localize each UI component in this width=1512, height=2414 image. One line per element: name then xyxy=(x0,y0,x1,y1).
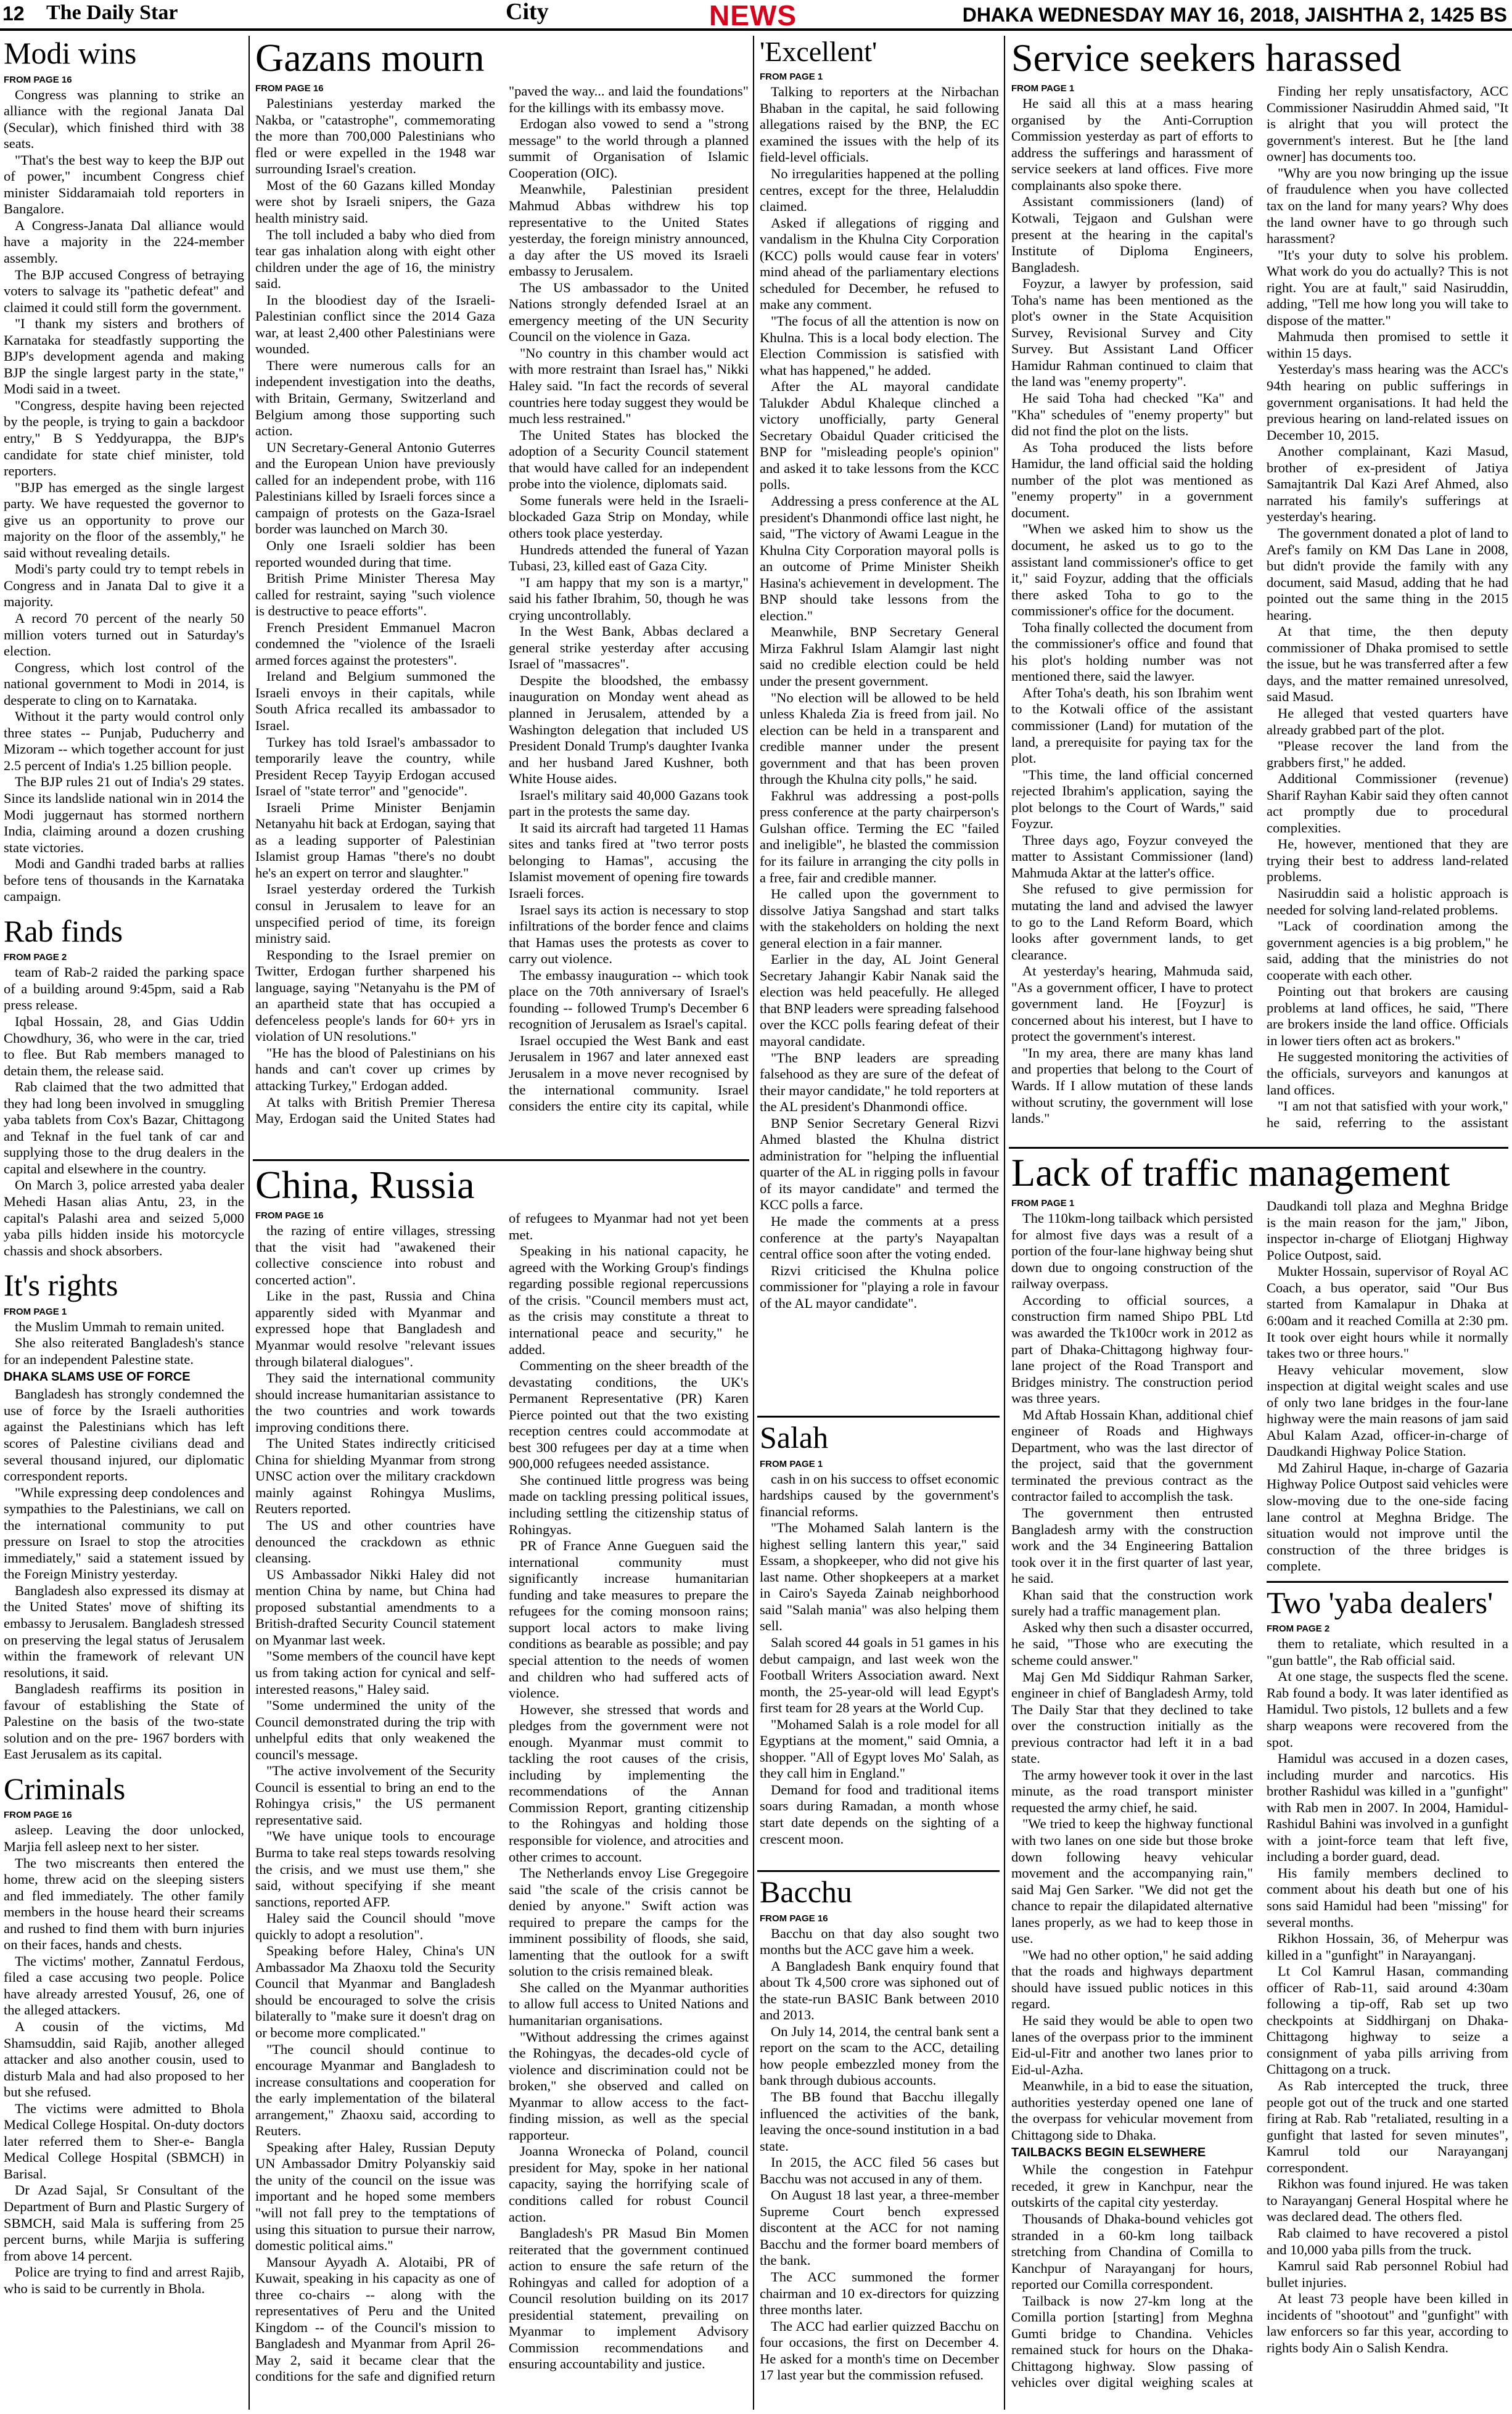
paragraph: He said Toha had checked "Ka" and "Kha" schedules of "enemy property" but did not find the plot on the lists. xyxy=(1011,390,1253,439)
paragraph: Israel yesterday ordered the Turkish consul in Jerusalem to leave for an unspecified period of time, its foreign ministry said. xyxy=(255,881,495,946)
paragraph: Rikhon Hossain, 36, of Meherpur was killed in a "gunfight" in Narayanganj. xyxy=(1267,1931,1508,1963)
paragraph: Ireland and Belgium summoned the Israeli envoys in their capitals, while South Africa recalled its ambassador to Israel. xyxy=(255,668,495,733)
jump-line: FROM PAGE 1 xyxy=(760,72,823,83)
paragraph: "When we asked him to show us the document, he asked us to go to the assistant land commissioner's office to get it," said Foyzur, adding that the officials there asked Toha to go to the commissioner's office for the document. xyxy=(1011,521,1253,619)
paragraph: "We tried to keep the highway functional with two lanes on one side but those broke down following heavy vehicular movement and the accompanying rain," said Maj Gen Sarker. "We did not get the chance to repair the dilapidated alternative lanes properly, as we had to keep those in use. xyxy=(1011,1816,1253,1947)
paragraph: No irregularities happened at the polling centres, except for the three, Helaluddin claimed. xyxy=(760,166,999,215)
paragraph: At yesterday's hearing, Mahmuda said, "As a government officer, I have to protect government land. He [Foyzur] is concerned about his interest, but I have to protect the government's interest. xyxy=(1011,963,1253,1045)
paragraph: "Some undermined the unity of the Council demonstrated during the trip with unhelpful edits that only weakened the council's message. xyxy=(255,1698,495,1762)
paragraph: A Bangladesh Bank enquiry found that about Tk 4,500 crore was siphoned out of the state-run BASIC Bank between 2010 and 2013. xyxy=(760,1958,999,2023)
paragraph: The victims' mother, Zannatul Ferdous, filed a case accusing two people. Police have already arrested Yousuf, 26, one of the alleged attackers. xyxy=(4,1953,244,2018)
headline: It's rights xyxy=(4,1268,118,1303)
story-divider xyxy=(757,1870,1000,1872)
paragraph: On March 3, police arrested yaba dealer Mehedi Hasan alias Antu, 23, in the capital's Palashi area and seized 5,000 yaba pills hidden inside his motorcycle chassis and shock absorbers. xyxy=(4,1177,244,1258)
subheading: DHAKA SLAMS USE OF FORCE xyxy=(4,1370,191,1384)
paragraph: Rizvi criticised the Khulna police commissioner for "playing a role in favour of the AL mayor candidate". xyxy=(760,1262,999,1311)
paragraph: The embassy inauguration -- which took place on the 70th anniversary of Israel's founding -- followed Trump's December 6 recognition of Jerusalem as Israel's capital. xyxy=(509,967,749,1032)
paragraph: Yesterday's mass hearing was the ACC's 94th hearing on public sufferings in government organisations. It had held the previous hearing on land-related issues on December 10, 2015. xyxy=(1267,361,1508,443)
paragraph: Responding to the Israel premier on Twitter, Erdogan further sharpened his language, saying "Netanyahu is the PM of an apartheid state that has occupied a defenceless people's lands for 60+ yrs in violation of UN resolutions." xyxy=(255,946,495,1045)
paragraph: After the AL mayoral candidate Talukder Abdul Khaleque clinched a victory unofficially, party General Secretary Obaidul Quader criticised the BNP for "misleading people's opinion" and asked it to take lessons from the KCC polls. xyxy=(760,379,999,493)
paragraph: "No country in this chamber would act with more restraint than Israel has," Nikki Haley said. "In fact the records of several countries here today suggest they would be much less restrained." xyxy=(509,345,749,427)
paragraph: While the congestion in Fatehpur receded, it grew in Kanchpur, near the outskirts of the capital city yesterday. xyxy=(1011,2162,1253,2211)
paragraph: At talks with British Premier Theresa May, Erdogan said the United States had "paved the way... and laid the foundations" for the killings with its embassy move. xyxy=(255,83,749,1127)
headline: Bacchu xyxy=(760,1876,852,1909)
jump-line: FROM PAGE 1 xyxy=(1011,83,1075,94)
paragraph: The two miscreants then entered the home, threw acid on the sleeping sisters and fled immediately. The other family members in the house heard their screams and rushed to find them with burn injuries on their faces, hands and chests. xyxy=(4,1855,244,1953)
paragraph: British Prime Minister Theresa May called for restraint, saying "such violence is destructive to peace efforts". xyxy=(255,570,495,619)
paragraph: team of Rab-2 raided the parking space of a building around 9:45pm, said a Rab press release. xyxy=(4,964,244,1013)
column-rule xyxy=(1004,36,1005,2410)
paragraph: "That's the best way to keep the BJP out of power," incumbent Congress chief minister Siddaramaiah told reporters in Bangalore. xyxy=(4,152,244,217)
article-gazans-mourn xyxy=(255,37,749,1156)
paragraph: Nasiruddin said a holistic approach is needed for solving land-related problems. xyxy=(1267,885,1508,918)
paragraph: Bacchu on that day also sought two months but the ACC gave him a week. xyxy=(760,1925,999,1958)
paragraph: Mukter Hossain, supervisor of Royal AC Coach, a bus operator, said "Our Bus started from Kamalapur in Dhaka at 6:00am and it reached Comilla at 2:30 pm. It took over eight hours while it normally takes two or three hours." xyxy=(1267,1263,1508,1361)
paragraph: asleep. Leaving the door unlocked, Marjia fell asleep next to her sister. xyxy=(4,1822,244,1854)
paragraph: Iqbal Hossain, 28, and Gias Uddin Chowdhury, 36, who were in the car, tried to flee. But Rab members managed to detain them, the release said. xyxy=(4,1013,244,1078)
paragraph: Fakhrul was addressing a post-polls press conference at the party chairperson's Gulshan office. Terming the EC "failed and ineligible", he blasted the commission for its failure in arranging the city polls in a free, fair and credible manner. xyxy=(760,787,999,885)
paragraph: Assistant commissioners (land) of Kotwali, Tejgaon and Gulshan were present at the hearing in the capital's Institute of Diploma Engineers, Bangladesh. xyxy=(1011,194,1253,275)
paragraph: He made the comments at a press conference at the party's Nayapaltan central office soon after the voting ended. xyxy=(760,1213,999,1262)
jump-line: FROM PAGE 16 xyxy=(255,1210,324,1221)
paragraph: Earlier in the day, AL Joint General Secretary Jahangir Kabir Nanak said the election was held peacefully. He alleged that BNP leaders were spreading falsehood over the KCC polls fearing defeat of their mayoral candidate. xyxy=(760,951,999,1049)
paragraph: It said its aircraft had targeted 11 Hamas sites and tanks fired at "two terror posts belonging to Hamas", accusing the Islamist movement of opening fire towards Israeli forces. xyxy=(509,819,749,901)
paragraph: Despite the bloodshed, the embassy inauguration on Monday went ahead as planned in Jerusalem, attended by a Washington delegation that included US President Donald Trump's daughter Ivanka and her husband Jared Kushner, both White House aides. xyxy=(509,672,749,787)
paragraph: Some funerals were held in the Israeli-blockaded Gaza Strip on Monday, while others took place yesterday. xyxy=(509,492,749,541)
paragraph: "I thank my sisters and brothers of Karnataka for steadfastly supporting the BJP's development agenda and making BJP the single largest party in the state," Modi said in a tweet. xyxy=(4,316,244,397)
paragraph: Toha finally collected the document from the commissioner's office and found that his plot's holding number was not mentioned there, said the lawyer. xyxy=(1011,619,1253,684)
paragraph: "The focus of all the attention is now on Khulna. This is a local body election. The Election Commission is satisfied with what has happened," he added. xyxy=(760,313,999,378)
paragraph: She also reiterated Bangladesh's stance for an independent Palestine state. xyxy=(4,1335,244,1367)
paragraph: His family members declined to comment about his death but one of his sons said Hamidul had been "missing" for several months. xyxy=(1267,1865,1508,1930)
page-header xyxy=(0,0,1512,31)
article-service-seekers xyxy=(1011,37,1508,1144)
article-body xyxy=(255,1210,749,2400)
paragraph: He said they would be able to open two lanes of the overpass prior to the imminent Eid-ul-Fitr and another two lanes prior to Eid-ul-Azha. xyxy=(1011,2012,1253,2077)
paragraph: "The Mohamed Salah lantern is the highest selling lantern this year," said Essam, a shopkeeper, who did not give his last name. Other shopkeepers at a market in Cairo's Sayeda Zainab neighborhood said "Salah mania" was also helping them sell. xyxy=(760,1520,999,1634)
story-divider xyxy=(1009,1147,1508,1149)
paragraph: Most of the 60 Gazans killed Monday were shot by Israeli snipers, the Gaza health ministry said. xyxy=(255,177,495,226)
article-rab-finds xyxy=(4,915,244,1259)
paragraph: Police are trying to find and arrest Rajib, who is said to be currently in Bhola. xyxy=(4,2264,244,2296)
paragraph: "It's your duty to solve his problem. What work do you do actually? This is not right. You are at fault," said Nasiruddin, adding, "Tell me how long you will take to dispose of the matter." xyxy=(1267,247,1508,328)
paragraph: Hundreds attended the funeral of Yazan Tubasi, 23, killed east of Gaza City. xyxy=(509,541,749,574)
paragraph: Congress was planning to strike an alliance with the regional Janata Dal (Secular), which finished third with 38 seats. xyxy=(4,86,244,152)
column-rule xyxy=(753,36,754,2410)
paragraph: "Why are you now bringing up the issue of fraudulence when you have collected tax on the land for many years? Why does the land owner have to go through such harassment? xyxy=(1267,165,1508,247)
paragraph: "While expressing deep condolences and sympathies to the Palestinians, we call on the international community to put pressure on Israel to stop the atrocities immediately," said a statement issued by the Foreign Ministry yesterday. xyxy=(4,1484,244,1582)
paragraph: Rab claimed that the two admitted that they had long been involved in smuggling yaba tablets from Cox's Bazar, Chittagong and Teknaf in the fuel tank of car and supplying those to the drug dealers in the capital and elsewhere in the country. xyxy=(4,1079,244,1176)
paragraph: The US ambassador to the United Nations strongly defended Israel at an emergency meeting of the UN Security Council on the violence in Gaza. xyxy=(509,279,749,345)
paragraph: BNP Senior Secretary General Rizvi Ahmed blasted the Khulna district administration for "helping the influential quarter of the AL in rigging polls in favour of its mayor candidate" and termed the KCC polls a farce. xyxy=(760,1115,999,1213)
paragraph: The BJP rules 21 out of India's 29 states. Since its landslide national win in 2014 the Modi juggernaut has stormed northern India, claiming around a dozen crushing state victories. xyxy=(4,774,244,855)
paragraph: "We had no other option," he said adding that the roads and highways department should have issued public notices in this regard. xyxy=(1011,1947,1253,2012)
paragraph: In the West Bank, Abbas declared a general strike yesterday after accusing Israel of "massacres". xyxy=(509,623,749,672)
headline: Modi wins xyxy=(4,37,137,70)
article-body xyxy=(1011,83,1508,1131)
paragraph: There were numerous calls for an independent investigation into the deaths, with Britain, Germany, Switzerland and Belgium among those supporting such action. xyxy=(255,357,495,439)
paragraph: The toll included a baby who died from tear gas inhalation along with eight other children under the age of 16, the ministry said. xyxy=(255,226,495,292)
paragraph: "No election will be allowed to be held unless Khaleda Zia is freed from jail. No election can be held in a transparent and credible manner under the present government and that has been proven through the Khulna city polls," he said. xyxy=(760,689,999,787)
jump-line: FROM PAGE 1 xyxy=(4,1306,67,1317)
paragraph: Maj Gen Md Siddiqur Rahman Sarker, engineer in chief of Bangladesh Army, told The Daily Star that they declined to take over the construction initially as the previous contractor had left it in a bad state. xyxy=(1011,1669,1253,1767)
paragraph: UN Secretary-General Antonio Guterres and the European Union have previously called for an independent probe, with 116 Palestinians killed by Israeli forces since a campaign of protests on the Gaza-Israel border was launched on March 30. xyxy=(255,439,495,537)
paragraph: Foyzur, a lawyer by profession, said Toha's name has been mentioned as the plot's owner in the State Acquisition Survey, Revisional Survey and City Survey. But Assistant Land Officer Hamidur Rahman continued to claim that the land was "enemy property". xyxy=(1011,276,1253,390)
paragraph: Bangladesh also expressed its dismay at the United States' move of shifting its embassy to Jerusalem. Bangladesh stressed on preserving the legal status of Jerusalem within the framework of relevant UN resolutions, it said. xyxy=(4,1582,244,1680)
paragraph: Salah scored 44 goals in 51 games in his debut campaign, and last week won the Football Writers Association award. Next month, the 25-year-old will lead Egypt's first team for 28 years at the World Cup. xyxy=(760,1634,999,1716)
paragraph: A record 70 percent of the nearly 50 million voters turned out in Saturday's election. xyxy=(4,610,244,659)
paragraph: "Congress, despite having been rejected by the people, is trying to gain a backdoor entry," B S Yeddyurappa, the BJP's candidate for state chief minister, told reporters. xyxy=(4,397,244,479)
article-bacchu xyxy=(760,1876,999,2411)
paragraph: French President Emmanuel Macron condemned the "violence of the Israeli armed forces against the protesters". xyxy=(255,619,495,668)
jump-line: FROM PAGE 1 xyxy=(760,1458,823,1469)
paragraph: Turkey has told Israel's ambassador to temporarily leave the country, while President Recep Tayyip Erdogan accused Israel of "state terror" and "genocide". xyxy=(255,734,495,799)
paragraph: "The council should continue to encourage Myanmar and Bangladesh to increase consultations and cooperation for the early implementation of the bilateral arrangement," Zhaoxu said, according to Reuters. xyxy=(255,2041,495,2139)
paragraph: Tailback is now 27-km long at the Comilla portion [starting] from Meghna Gumti bridge to Chandina. Vehicles remained stuck for hours on the Dhaka-Chittagong highway. Slow passing of vehicles over digital weighing scales at Daudkandi toll plaza and Meghna Bridge is the main reason for the jam," Jibon, inspector in-charge of Eliotganj Highway Police Outpost, said. xyxy=(1011,1198,1508,2391)
paragraph: Israeli Prime Minister Benjamin Netanyahu hit back at Erdogan, saying that as a leading supporter of Palestinian Islamist group Hamas "there's no doubt he's an expert on terror and slaughter." xyxy=(255,799,495,881)
headline: Rab finds xyxy=(4,913,123,948)
paragraph: the razing of entire villages, stressing that the visit had "awakened their collective conscience into robust and concerted action". xyxy=(255,1223,495,1287)
paragraph: Speaking in his national capacity, he agreed with the Working Group's findings regarding possible regional repercussions of the crisis. "Council members must act, as the crisis may constitute a threat to international peace and security," he added. xyxy=(509,1243,749,1357)
paragraph: "I am not that satisfied with your work," he said, referring to the assistant xyxy=(1267,1098,1508,1130)
paragraph: The army however took it over in the last minute, as the road transport minister requested the army chief, he said. xyxy=(1011,1767,1253,1815)
paragraph: Mansour Ayyadh A. Alotaibi, PR of Kuwait, speaking in his capacity as one of three co-chairs -- along with the representatives of Peru and the United Kingdom -- of the Council's mission to Bangladesh and Myanmar from April 26-May 2, said it became clear that the conditions for the safe and dignified return of refugees to Myanmar had not yet been met. xyxy=(255,1210,749,2384)
paragraph: Modi and Gandhi traded barbs at rallies before tens of thousands in the Karnataka campaign. xyxy=(4,856,244,905)
section-name: City xyxy=(506,0,549,25)
story-divider xyxy=(757,1416,1000,1418)
paragraph: "This time, the land official concerned rejected Ibrahim's application, saying the plot belongs to the Court of Wards," said Foyzur. xyxy=(1011,766,1253,832)
paragraph: Rab claimed to have recovered a pistol and 10,000 yaba pills from the truck. xyxy=(1267,2225,1508,2257)
paragraph: The BB found that Bacchu illegally influenced the activities of the bank, leaving the once-sound institution in a bad state. xyxy=(760,2088,999,2154)
dateline: DHAKA WEDNESDAY MAY 16, 2018, JAISHTHA 2, 1425 BS xyxy=(962,4,1507,26)
paragraph: "We have unique tools to encourage Burma to take real steps towards resolving the crisis, and we must use them," she said, without specifying if she meant sanctions, reported AFP. xyxy=(255,1828,495,1910)
article-criminals xyxy=(4,1773,244,2297)
paragraph: Heavy vehicular movement, slow inspection at digital weight scales and use of only two lane bridges in the four-lane highway were the main reasons of jam said Abul Kalam Azad, officer-in-charge of Daudkandi Highway Police Station. xyxy=(1267,1361,1508,1459)
paragraph: Israel says its action is necessary to stop infiltrations of the border fence and claims that Hamas uses the protests as cover to carry out violence. xyxy=(509,901,749,967)
paragraph: "Some members of the council have kept us from taking action for cynical and self-interested reasons," Haley said. xyxy=(255,1648,495,1697)
paragraph: He called upon the government to dissolve Jatiya Sangshad and start talks with the stakeholders on holding the next general election in a fair manner. xyxy=(760,886,999,951)
paragraph: Dr Azad Sajal, Sr Consultant of the Department of Burn and Plastic Surgery of SBMCH, said Mala is suffering from 25 percent burns, while Marjia is suffering from above 14 percent. xyxy=(4,2182,244,2264)
paragraph: Bangladesh's PR Masud Bin Momen reiterated that the government continued action to ensure the safe return of the Rohingyas and called for adoption of a Council resolution building on its 2017 presidential statement, prevailing on Myanmar to implement Advisory Commission recommendations and ensuring accountability and justice. xyxy=(509,2225,749,2372)
paragraph: On August 18 last year, a three-member Supreme Court bench expressed discontent at the ACC for not naming Bacchu and the former board members of the bank. xyxy=(760,2187,999,2268)
paragraph: Addressing a press conference at the AL president's Dhanmondi office last night, he said, "The victory of Awami League in the Khulna City Corporation mayoral polls is an outcome of Prime Minister Sheikh Hasina's achievement in development. The BNP should take lessons from the election." xyxy=(760,493,999,623)
headline: Criminals xyxy=(4,1771,126,1806)
paragraph: Additional Commissioner (revenue) Sharif Rayhan Kabir said they often cannot act promptly due to procedural complexities. xyxy=(1267,771,1508,835)
article-two-yaba-dealers xyxy=(1267,1581,1508,1635)
paragraph: Finding her reply unsatisfactory, ACC Commissioner Nasiruddin Ahmed said, "It is alright that you will protect the government's interest. But he [the land owner] has documents too. xyxy=(1267,83,1508,165)
article-traffic xyxy=(1011,1152,1508,2411)
paragraph: He said all this at a mass hearing organised by the Anti-Corruption Commission yesterday as part of efforts to address the sufferings and harassment of service seekers at land offices. Five more complainants also spoke there. xyxy=(1011,96,1253,193)
paragraph: Md Aftab Hossain Khan, additional chief engineer of Roads and Highways Department, who was the last director of the project, said that the government terminated the previous contract as the contractor failed to accomplish the task. xyxy=(1011,1406,1253,1505)
paragraph: Joanna Wronecka of Poland, council president for May, spoke in her national capacity, saying the horrifying scale of conditions called for robust Council action. xyxy=(509,2143,749,2225)
paragraph: A Congress-Janata Dal alliance would have a majority in the 224-member assembly. xyxy=(4,217,244,266)
paragraph: cash in on his success to offset economic hardships caused by the government's financial reforms. xyxy=(760,1471,999,1519)
article-its-rights xyxy=(4,1269,244,1763)
paragraph: After Toha's death, his son Ibrahim went to the Kotwali office of the assistant commissioner (Land) for mutation of the land, a prerequisite for paying tax for the plot. xyxy=(1011,684,1253,766)
paragraph: Asked why then such a disaster occurred, he said, "Those who are executing the scheme could answer." xyxy=(1011,1619,1253,1668)
paragraph: She refused to give permission for mutating the land and advised the lawyer to go to the Land Reform Board, which looks after government lands, to get clearance. xyxy=(1011,881,1253,963)
paragraph: In the bloodiest day of the Israeli-Palestinian conflict since the 2014 Gaza war, at least 2,400 other Palestinians were wounded. xyxy=(255,292,495,357)
subheading: TAILBACKS BEGIN ELSEWHERE xyxy=(1011,2146,1206,2160)
paragraph: Speaking before Haley, China's UN Ambassador Ma Zhaoxu told the Security Council that Myanmar and Bangladesh should be encouraged to solve the crisis bilaterally to "make sure it doesn't drag on or become more complicated." xyxy=(255,1943,495,2040)
paragraph: "BJP has emerged as the single largest party. We have requested the governor to give us an opportunity to prove our majority on the floor of the assembly," he said without revealing details. xyxy=(4,479,244,560)
headline: Two 'yaba dealers' xyxy=(1267,1585,1494,1620)
paragraph: Erdogan also vowed to send a "strong message" to the world through a planned summit of Organisation of Islamic Cooperation (OIC). xyxy=(509,116,749,181)
paragraph: Meanwhile, Palestinian president Mahmud Abbas withdrew his top representative to the United States yesterday, the foreign ministry announced, a day after the US moved its Israeli embassy to Jerusalem. xyxy=(509,181,749,279)
paragraph: He alleged that vested quarters have already grabbed part of the plot. xyxy=(1267,705,1508,737)
paragraph: However, she stressed that words and pledges from the government were not enough. Myanmar must commit to tackling the root causes of the crisis, including by implementing the recommendations of the Annan Commission Report, granting citizenship to the Rohingyas and holding those responsible for violence, and atrocities and other crimes to account. xyxy=(509,1701,749,1865)
paragraph: Haley said the Council should "move quickly to adopt a resolution". xyxy=(255,1910,495,1942)
paragraph: The United States has blocked the adoption of a Security Council statement that would have called for an independent probe into the violence, diplomats said. xyxy=(509,427,749,492)
paragraph: As Toha produced the lists before Hamidur, the land official said the holding number of the plot was mentioned as "enemy property" in a government document. xyxy=(1011,439,1253,520)
paragraph: He, however, mentioned that they are trying their best to address land-related problems. xyxy=(1267,836,1508,885)
paragraph: Meanwhile, in a bid to ease the situation, authorities yesterday opened one lane of the overpass for vehicular movement from Chittagong side to Dhaka. xyxy=(1011,2078,1253,2143)
paragraph: US Ambassador Nikki Haley did not mention China by name, but China had proposed substantial amendments to a British-drafted Security Council statement on Myanmar last week. xyxy=(255,1566,495,1648)
paragraph: "I am happy that my son is a martyr," said his father Ibrahim, 50, though he was crying uncontrollably. xyxy=(509,574,749,623)
paragraph: Kamrul said Rab personnel Robiul had bullet injuries. xyxy=(1267,2258,1508,2290)
paragraph: She continued little progress was being made on tackling pressing political issues, including settling the citizenship status of Rohingyas. xyxy=(509,1472,749,1537)
column-left xyxy=(4,37,244,2411)
paragraph: The government then entrusted Bangladesh army with the construction work and the 34 Engineering Battalion took over it in the first quarter of last year, he said. xyxy=(1011,1505,1253,1587)
headline: China, Russia xyxy=(255,1164,475,1207)
paragraph: "Without addressing the crimes against the Rohingyas, the decades-old cycle of violence and discrimination could not be broken," she observed and called on Myanmar to allow access to the fact-finding mission, as well as the special rapporteur. xyxy=(509,2029,749,2143)
article-modi-wins xyxy=(4,37,244,905)
news-label: NEWS xyxy=(709,0,797,31)
article-body xyxy=(255,83,749,1144)
paragraph: "Lack of coordination among the government agencies is a big problem," he said, adding that the ministries do not cooperate with each other. xyxy=(1267,918,1508,983)
jump-line: FROM PAGE 16 xyxy=(4,74,72,85)
paragraph: Mahmuda then promised to settle it within 15 days. xyxy=(1267,329,1508,361)
paragraph: Speaking after Haley, Russian Deputy UN Ambassador Dmitry Polyanskiy said the unity of the council on the issue was important and he hoped some members "will not fall prey to the temptations of using this situation to pursue their narrow, domestic political aims." xyxy=(255,2139,495,2254)
article-excellent xyxy=(760,37,999,1412)
paragraph: PR of France Anne Gueguen said the international community must significantly increase humanitarian funding and take measures to prepare the refugees for the coming monsoon rains; support local actors to make living conditions as bearable as possible; and pay special attention to the needs of women and children who had suffered acts of violence. xyxy=(509,1538,749,1701)
paragraph: The ACC had earlier quizzed Bacchu on four occasions, the first on December 4. He asked for a month's time on December 17 last year but the commission refused. xyxy=(760,2318,999,2383)
jump-line: FROM PAGE 1 xyxy=(1011,1198,1075,1209)
headline: Lack of traffic management xyxy=(1011,1152,1450,1194)
paragraph: "Mohamed Salah is a role model for all Egyptians at the moment," said Omnia, a shopper. "All of Egypt loves Mo' Salah, as they call him in England." xyxy=(760,1716,999,1781)
headline: Service seekers harassed xyxy=(1011,37,1402,80)
paragraph: The Netherlands envoy Lise Gregegoire said "the scale of the crisis cannot be denied by anyone." Swift action was required to prepare the camps for the imminent possibility of floods, she said, lamenting that the outlook for a swift solution to the crisis remained bleak. xyxy=(509,1865,749,1979)
paragraph: She called on the Myanmar authorities to allow full access to United Nations and humanitarian organisations. xyxy=(509,1979,749,2028)
paragraph: Israel occupied the West Bank and east Jerusalem in 1967 and later annexed east Jerusalem in a move never recognised by the international community. Israel considers the entire city its capital, while xyxy=(509,1032,749,1114)
paragraph: Md Zahirul Haque, in-charge of Gazaria Highway Police Outpost said vehicles were slow-moving due to the one-side facing lane control at Meghna Bridge. The situation would not improve until the construction of the three bridges is complete. xyxy=(1267,1459,1508,1574)
paragraph: They said the international community should increase humanitarian assistance to the two countries and work towards improving conditions there. xyxy=(255,1370,495,1435)
paragraph: Modi's party could try to tempt rebels in Congress and in Janata Dal to give it a majority. xyxy=(4,561,244,610)
paragraph: On July 14, 2014, the central bank sent a report on the scam to the ACC, detailing how people embezzled money from the bank through dubious accounts. xyxy=(760,2023,999,2088)
paragraph: Congress, which lost control of the national government to Modi in 2014, is desperate to cling on to Karnataka. xyxy=(4,659,244,708)
headline: Gazans mourn xyxy=(255,37,485,80)
paragraph: Talking to reporters at the Nirbachan Bhaban in the capital, he said following allegations raised by the BNP, the EC examined the issues with the help of its field-level officials. xyxy=(760,84,999,165)
paragraph: "The BNP leaders are spreading falsehood as they are sure of the defeat of their mayor candidate," he told reporters at the AL president's Dhanmondi office. xyxy=(760,1049,999,1115)
paragraph: Thousands of Dhaka-bound vehicles got stranded in a 60-km long tailback stretching from Chandina of Comilla to Kanchpur of Narayanganj for hours, reported our Comilla correspondent. xyxy=(1011,2211,1253,2293)
paragraph: The ACC summoned the former chairman and 10 ex-directors for quizzing three months later. xyxy=(760,2268,999,2318)
paragraph: At that time, the then deputy commissioner of Dhaka promised to settle the issue, but he was transferred after a few days, and the matter remained unresolved, said Masud. xyxy=(1267,623,1508,705)
paragraph: Like in the past, Russia and China apparently sided with Myanmar and expressed hope that Bangladesh and Myanmar would resolve "relevant issues through bilateral dialogues". xyxy=(255,1288,495,1369)
paragraph: Asked if allegations of rigging and vandalism in the Khulna City Corporation (KCC) polls would cause fear in voters' mind ahead of the parliamentary elections scheduled for December, he refused to make any comment. xyxy=(760,215,999,313)
paragraph: Lt Col Kamrul Hasan, commanding officer of Rab-11, said around 4:30am following a tip-off, Rab set up two checkpoints at Siddhirganj on Dhaka-Chittagong highway to seize a consignment of yaba pills arriving from Chittagong on a truck. xyxy=(1267,1963,1508,2077)
paragraph: According to official sources, a construction firm named Shipo PBL Ltd was awarded the Tk100cr work in 2012 as part of Dhaka-Chittagong highway four-lane project of the Road Transport and Bridges ministry. The construction period was three years. xyxy=(1011,1292,1253,1406)
paragraph: The US and other countries have denounced the crackdown as ethnic cleansing. xyxy=(255,1517,495,1566)
jump-line: FROM PAGE 2 xyxy=(4,952,67,963)
story-divider xyxy=(253,1159,749,1161)
paragraph: "He has the blood of Palestinians on his hands and can't cover up crimes by attacking Turkey," Erdogan added. xyxy=(255,1045,495,1093)
paragraph: The government donated a plot of land to Aref's family on KM Das Lane in 2008, but didn't provide the family with any document, said Masud, adding that he had pointed out the same thing in the 2015 hearing. xyxy=(1267,525,1508,623)
paragraph: Pointing out that brokers are causing problems at land offices, he said, "There are brokers inside the land office. Officials in lower tiers often act as brokers." xyxy=(1267,983,1508,1048)
paragraph: "In my area, there are many khas land and properties that belong to the Court of Wards. If I allow mutation of these lands without scrutiny, the government will lose lands." xyxy=(1011,1045,1253,1127)
paragraph: Three days ago, Foyzur conveyed the matter to Assistant Commissioner (land) Mahmuda Aktar at the latter's office. xyxy=(1011,832,1253,881)
paragraph: Commenting on the sheer breadth of the devastating conditions, the UK's Permanent Representative (PR) Karen Pierce pointed out that the two existing reception centres could accommodate at best 300 refugees per day at a time when 900,000 refugees needed assistance. xyxy=(509,1358,749,1472)
jump-line: FROM PAGE 2 xyxy=(1267,1624,1330,1635)
paragraph: In 2015, the ACC filed 56 cases but Bacchu was not accused in any of them. xyxy=(760,2154,999,2186)
jump-line: FROM PAGE 16 xyxy=(4,1810,72,1821)
column-rule xyxy=(249,36,250,2410)
paragraph: Israel's military said 40,000 Gazans took part in the protests the same day. xyxy=(509,787,749,819)
paragraph: Meanwhile, BNP Secretary General Mirza Fakhrul Islam Alamgir last night said no credible election could be held under the present government. xyxy=(760,624,999,689)
paragraph: Bangladesh has strongly condemned the use of force by the Israeli authorities against the Palestinians which has left scores of Palestine civilians dead and several thousand injured, our diplomatic correspondent reports. xyxy=(4,1386,244,1484)
paragraph: Another complainant, Kazi Masud, brother of ex-president of Jatiya Samajtantrik Dal Kazi Aref Ahmed, also narrated his family's sufferings at yesterday's hearing. xyxy=(1267,443,1508,525)
paragraph: them to retaliate, which resulted in a "gun battle", the Rab official said. xyxy=(1267,1636,1508,1668)
paragraph: "Please recover the land from the grabbers first," he added. xyxy=(1267,738,1508,770)
headline: 'Excellent' xyxy=(760,37,877,67)
page-number: 12 xyxy=(2,2,25,25)
paragraph: The victims were admitted to Bhola Medical College Hospital. On-duty doctors later referred them to Sher-e- Bangla Medical College Hospital (SBMCH) in Barisal. xyxy=(4,2100,244,2182)
paragraph: Demand for food and traditional items soars during Ramadan, a month whose start date depends on the sighting of a crescent moon. xyxy=(760,1781,999,1847)
paragraph: Rikhon was found injured. He was taken to Narayanganj General Hospital where he was declared dead. The others fled. xyxy=(1267,2176,1508,2225)
jump-line: FROM PAGE 16 xyxy=(255,83,324,94)
paragraph: Only one Israeli soldier has been reported wounded during that time. xyxy=(255,537,495,570)
paragraph: He suggested monitoring the activities of the officials, surveyors and kanungos at land offices. xyxy=(1267,1049,1508,1098)
paragraph: Khan said that the construction work surely had a traffic management plan. xyxy=(1011,1587,1253,1619)
article-china-russia xyxy=(255,1164,749,2411)
jump-line: FROM PAGE 16 xyxy=(760,1913,828,1924)
paragraph: Hamidul was accused in a dozen cases, including murder and narcotics. His brother Rashidul was killed in a "gunfight" with Rab men in 2007. In 2004, Hamidul-Rashidul Bahini was involved in a gunfight with a joint-force team that left five, including a border guard, dead. xyxy=(1267,1751,1508,1865)
paragraph: Without it the party would control only three states -- Punjab, Puducherry and Mizoram -- which together account for just 2.5 percent of India's 1.25 billion people. xyxy=(4,708,244,773)
paragraph: Bangladesh reaffirms its position in favour of establishing the State of Palestine on the basis of the two-state solution and on the pre- 1967 borders with East Jerusalem as its capital. xyxy=(4,1681,244,1762)
paragraph: At one stage, the suspects fled the scene. Rab found a body. It was later identified as Hamidul. Two pistols, 12 bullets and a few sharp weapons were recovered from the spot. xyxy=(1267,1669,1508,1750)
paragraph: The United States indirectly criticised China for shielding Myanmar from strong UNSC action over the military crackdown mainly against Rohingya Muslims, Reuters reported. xyxy=(255,1435,495,1517)
paragraph: the Muslim Ummah to remain united. xyxy=(15,1318,224,1334)
paragraph: "The active involvement of the Security Council is essential to bring an end to the Rohingya crisis," the US permanent representative said. xyxy=(255,1763,495,1828)
paragraph: The BJP accused Congress of betraying voters to salvage its "pathetic defeat" and claimed it could still form the government. xyxy=(4,266,244,315)
paragraph: At least 73 people have been killed in incidents of "shootout" and "gunfight" with law enforcers so far this year, according to rights body Ain o Salish Kendra. xyxy=(1267,2291,1508,2355)
headline: Salah xyxy=(760,1421,829,1455)
paragraph: Palestinians yesterday marked the Nakba, or "catastrophe", commemorating the more than 700,000 Palestinians who fled or were expelled in the 1948 war surrounding Israel's creation. xyxy=(255,96,495,177)
paragraph: A cousin of the victims, Md Shamsuddin, said Rajib, another alleged attacker and also another cousin, used to disturb Mala and had also proposed to her but she refused. xyxy=(4,2018,244,2100)
masthead-logo: The Daily Star xyxy=(46,1,178,24)
paragraph: The 110km-long tailback which persisted for almost five days was a result of a portion of the four-lane highway being shut down due to ongoing construction of the railway overpass. xyxy=(1011,1210,1253,1292)
article-salah xyxy=(760,1421,999,1866)
paragraph: As Rab intercepted the truck, three people got out of the truck and one started firing at Rab. Rab "retaliated, resulting in a gunfight that lasted for seven minutes", Kamrul told our Narayanganj correspondent. xyxy=(1267,2078,1508,2175)
article-body xyxy=(1011,1198,1508,2400)
